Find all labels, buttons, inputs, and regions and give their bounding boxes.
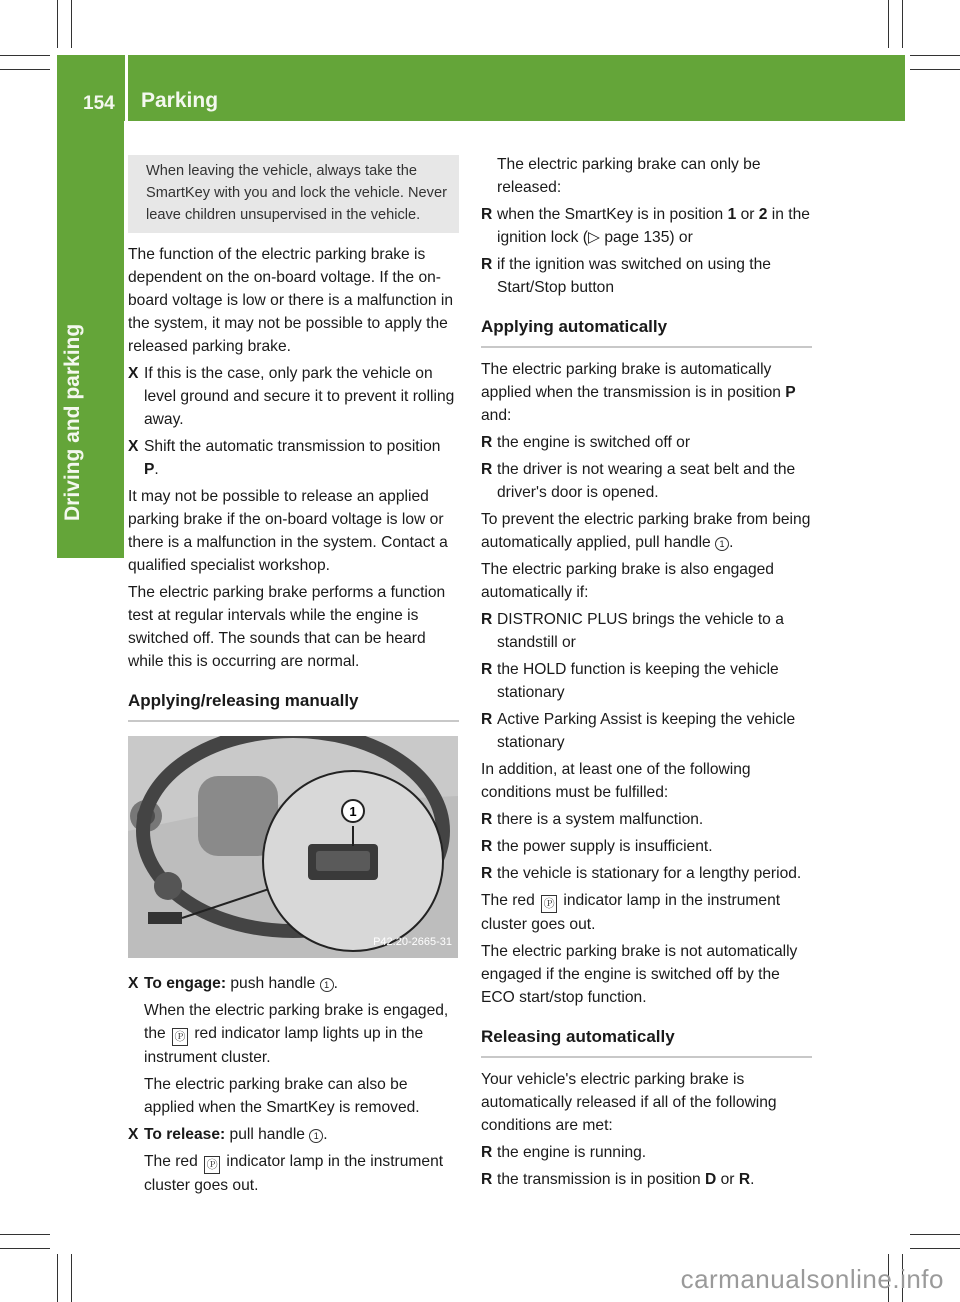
bullet-item: R the engine is switched off or <box>481 431 812 454</box>
bullet-item: R the HOLD function is keeping the vehicle stationary <box>481 658 812 704</box>
crop-mark <box>888 0 889 48</box>
crop-mark <box>910 1248 960 1249</box>
bullet-item: R DISTRONIC PLUS brings the vehicle to a standstill or <box>481 608 812 654</box>
figure-code: P42.20-2665-31 <box>373 936 452 948</box>
crop-mark <box>71 1254 72 1302</box>
crop-mark <box>57 1254 58 1302</box>
step-item: X If this is the case, only park the vehicle on level ground and secure it to prevent it rolling away. <box>128 362 459 431</box>
step-item: X Shift the automatic transmission to position P. <box>128 435 459 481</box>
paragraph: Your vehicle's electric parking brake is automatically released if all of the following conditions are met: <box>481 1071 777 1134</box>
right-column <box>481 153 812 1195</box>
page-header <box>57 55 905 121</box>
brake-lamp-icon: Ⓟ <box>541 895 557 913</box>
bullet-item: R Active Parking Assist is keeping the vehicle stationary <box>481 708 812 754</box>
paragraph: When the electric parking brake is engaged, the Ⓟ red indicator lamp lights up in the instrument cluster. <box>144 1002 449 1066</box>
bullet-item: R the driver is not wearing a seat belt and the driver's door is opened. <box>481 458 812 504</box>
crop-mark <box>0 55 50 56</box>
section-heading: Applying automatically <box>481 315 812 348</box>
paragraph: The electric parking brake can also be applied when the SmartKey is removed. <box>144 1076 420 1116</box>
step-item: X To release: pull handle 1 . <box>128 1123 459 1146</box>
paragraph: The red Ⓟ indicator lamp in the instrument cluster goes out. <box>481 892 781 933</box>
bullet-item: R the transmission is in position D or R. <box>481 1168 812 1191</box>
paragraph: The electric parking brake is also engaged automatically if: <box>481 561 774 601</box>
paragraph: The electric parking brake is not automatically engaged if the engine is switched off by the ECO start/stop function. <box>481 943 798 1006</box>
crop-mark <box>71 0 72 48</box>
crop-mark <box>0 1234 50 1235</box>
section-heading: Releasing automatically <box>481 1025 812 1058</box>
bullet-item: R the power supply is insufficient. <box>481 835 812 858</box>
crop-mark <box>902 0 903 48</box>
paragraph: The electric parking brake is automatically applied when the transmission is in position P and: <box>481 361 796 424</box>
page-number: 154 <box>83 93 115 114</box>
paragraph: The electric parking brake performs a function test at regular intervals while the engine is switched off. The sounds that can be heard while this is occurring are normal. <box>128 584 446 670</box>
header-divider <box>125 55 128 121</box>
brake-lamp-icon: Ⓟ <box>204 1156 220 1174</box>
paragraph: In addition, at least one of the following conditions must be fulfilled: <box>481 761 751 801</box>
paragraph: The electric parking brake can only be released: <box>497 156 761 196</box>
bullet-item: R the engine is running. <box>481 1141 812 1164</box>
crop-mark <box>910 69 960 70</box>
page-title: Parking <box>141 89 219 112</box>
crop-mark <box>0 69 50 70</box>
handle-ref-icon: 1 <box>715 537 729 551</box>
figure-callout: 1 <box>349 804 357 819</box>
crop-mark <box>57 0 58 48</box>
crop-mark <box>0 1248 50 1249</box>
crop-mark <box>910 55 960 56</box>
dashboard-illustration <box>128 736 458 958</box>
parking-brake-figure <box>128 736 458 958</box>
bullet-item: R the vehicle is stationary for a lengthy period. <box>481 862 812 885</box>
note-box: When leaving the vehicle, always take the SmartKey with you and lock the vehicle. Never leave children unsupervised in the vehicle. <box>128 155 459 233</box>
paragraph: It may not be possible to release an applied parking brake if the on-board voltage is low or there is a malfunction in the system. Contact a qualified specialist workshop. <box>128 488 448 574</box>
handle-ref-icon: 1 <box>309 1129 323 1143</box>
paragraph: The function of the electric parking brake is dependent on the on-board voltage. If the on-board voltage is low or there is a malfunction in the system, it may not be possible to apply the released parking brake. <box>128 246 454 355</box>
watermark: carmanualsonline.info <box>680 1264 944 1294</box>
bullet-item: R there is a system malfunction. <box>481 808 812 831</box>
handle-ref-icon: 1 <box>320 978 334 992</box>
chapter-tab <box>57 121 124 558</box>
section-heading: Applying/releasing manually <box>128 689 459 722</box>
paragraph: To prevent the electric parking brake from being automatically applied, pull handle 1 . <box>481 511 811 551</box>
left-column <box>128 155 459 1201</box>
bullet-item: R when the SmartKey is in position 1 or 2 in the ignition lock (▷ page 135) or <box>481 203 812 249</box>
chapter-tab-label: Driving and parking <box>61 323 84 521</box>
step-item: X To engage: push handle 1 . <box>128 972 459 995</box>
crop-mark <box>910 1234 960 1235</box>
bullet-item: R if the ignition was switched on using the Start/Stop button <box>481 253 812 299</box>
paragraph: The red Ⓟ indicator lamp in the instrument cluster goes out. <box>144 1153 444 1194</box>
brake-lamp-icon: Ⓟ <box>172 1028 188 1046</box>
